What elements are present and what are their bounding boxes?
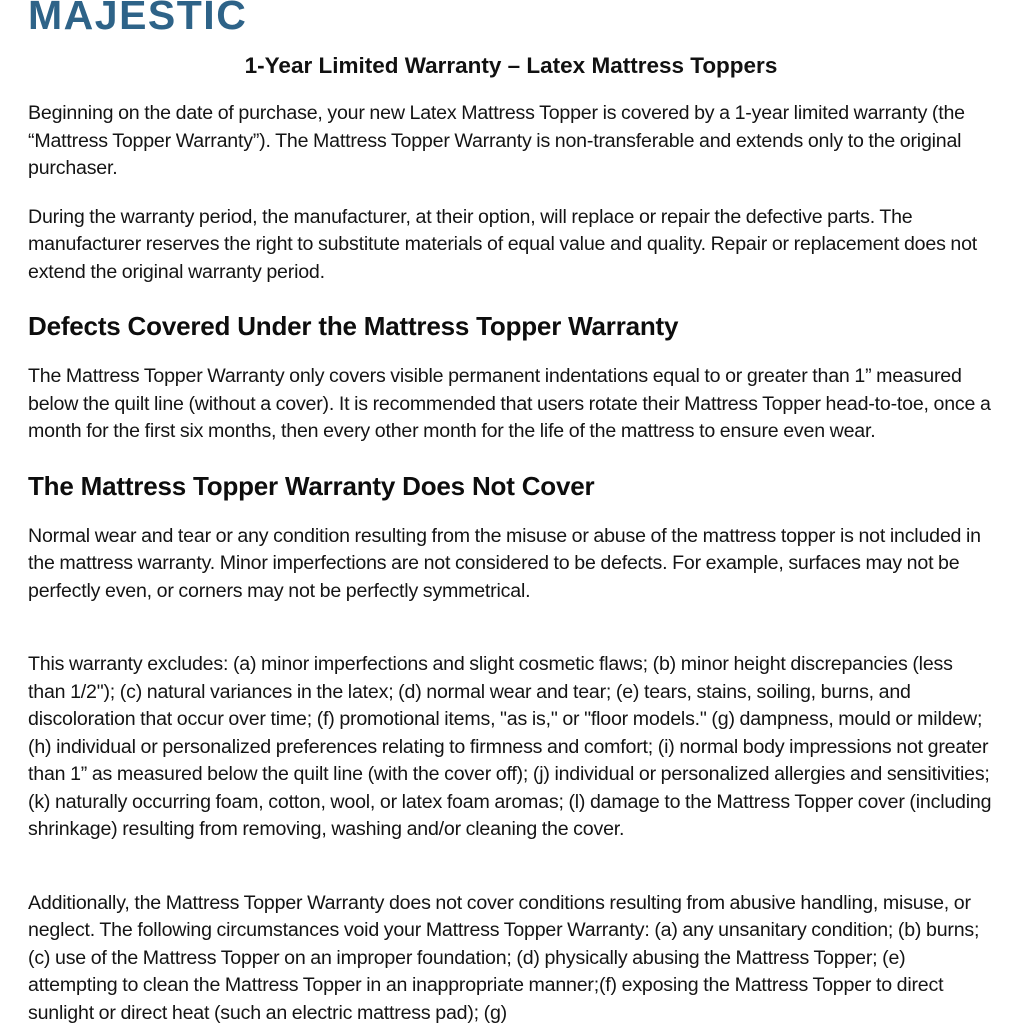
not-covered-paragraph-void-conditions: Additionally, the Mattress Topper Warranty does not cover conditions resulting from abusive handling, misuse, or neglect. The following circumstances void your Mattress Topper Warranty: (a) any unsanitary condition; (b) burns; (c) use of the Mattress Topper on an improper foundation; (d) physically abusing the Mattress Topper; (e) attempting to clean the Mattress Topper in an inappropriate manner;(f) exposing the Mattress Topper to direct sunlight or direct heat (such an electric mattress pad); (g) (28, 891, 980, 1024)
intro-paragraph-coverage: Beginning on the date of purchase, your new Latex Mattress Topper is covered by a 1-year limited warranty (the “Mattress Topper Warranty”). The Mattress Topper Warranty is non-transferable and extends only to the original purchaser. (28, 102, 965, 179)
not-covered-paragraph-wear: Normal wear and tear or any condition resulting from the misuse or abuse of the mattress topper is not included in the mattress warranty. Minor imperfections are not considered to be defects. For example, surfaces may not be perfectly even, or corners may not be perfectly symmetrical. (28, 524, 981, 602)
section-heading-does-not-cover: The Mattress Topper Warranty Does Not Cover (28, 470, 595, 501)
section-heading-defects-covered: Defects Covered Under the Mattress Topper Warranty (28, 311, 679, 341)
majestic-brand-logo: MAJESTIC (28, 0, 248, 38)
document-title: 1-Year Limited Warranty – Latex Mattress Toppers (244, 53, 778, 78)
not-covered-paragraph-exclusions: This warranty excludes: (a) minor imperfections and slight cosmetic flaws; (b) minor height discrepancies (less than 1/2"); (c) natural variances in the latex; (d) normal wear and tear; (e) tears, stains, soiling, burns, and discoloration that occur over time; (f) promotional items, "as is," or "floor models." (g) dampness, mould or mildew; (h) individual or personalized preferences relating to firmness and comfort; (i) normal body impressions not greater than 1” as measured below the quilt line (with the cover off); (j) individual or personalized allergies and sensitivities; (k) naturally occurring foam, cotton, wool, or latex foam aromas; (l) damage to the Mattress Topper cover (including shrinkage) resulting from removing, washing and/or cleaning the cover. (28, 653, 992, 840)
defects-covered-paragraph: The Mattress Topper Warranty only covers visible permanent indentations equal to or greater than 1” measured below the quilt line (without a cover). It is recommended that users rotate their Mattress Topper head-to-toe, once a month for the first six months, then every other month for the life of the mattress to ensure even wear. (28, 365, 991, 442)
intro-paragraph-repair: During the warranty period, the manufacturer, at their option, will replace or repair the defective parts. The manufacturer reserves the right to substitute materials of equal value and quality. Repair or replacement does not extend the original warranty period. (28, 205, 978, 283)
